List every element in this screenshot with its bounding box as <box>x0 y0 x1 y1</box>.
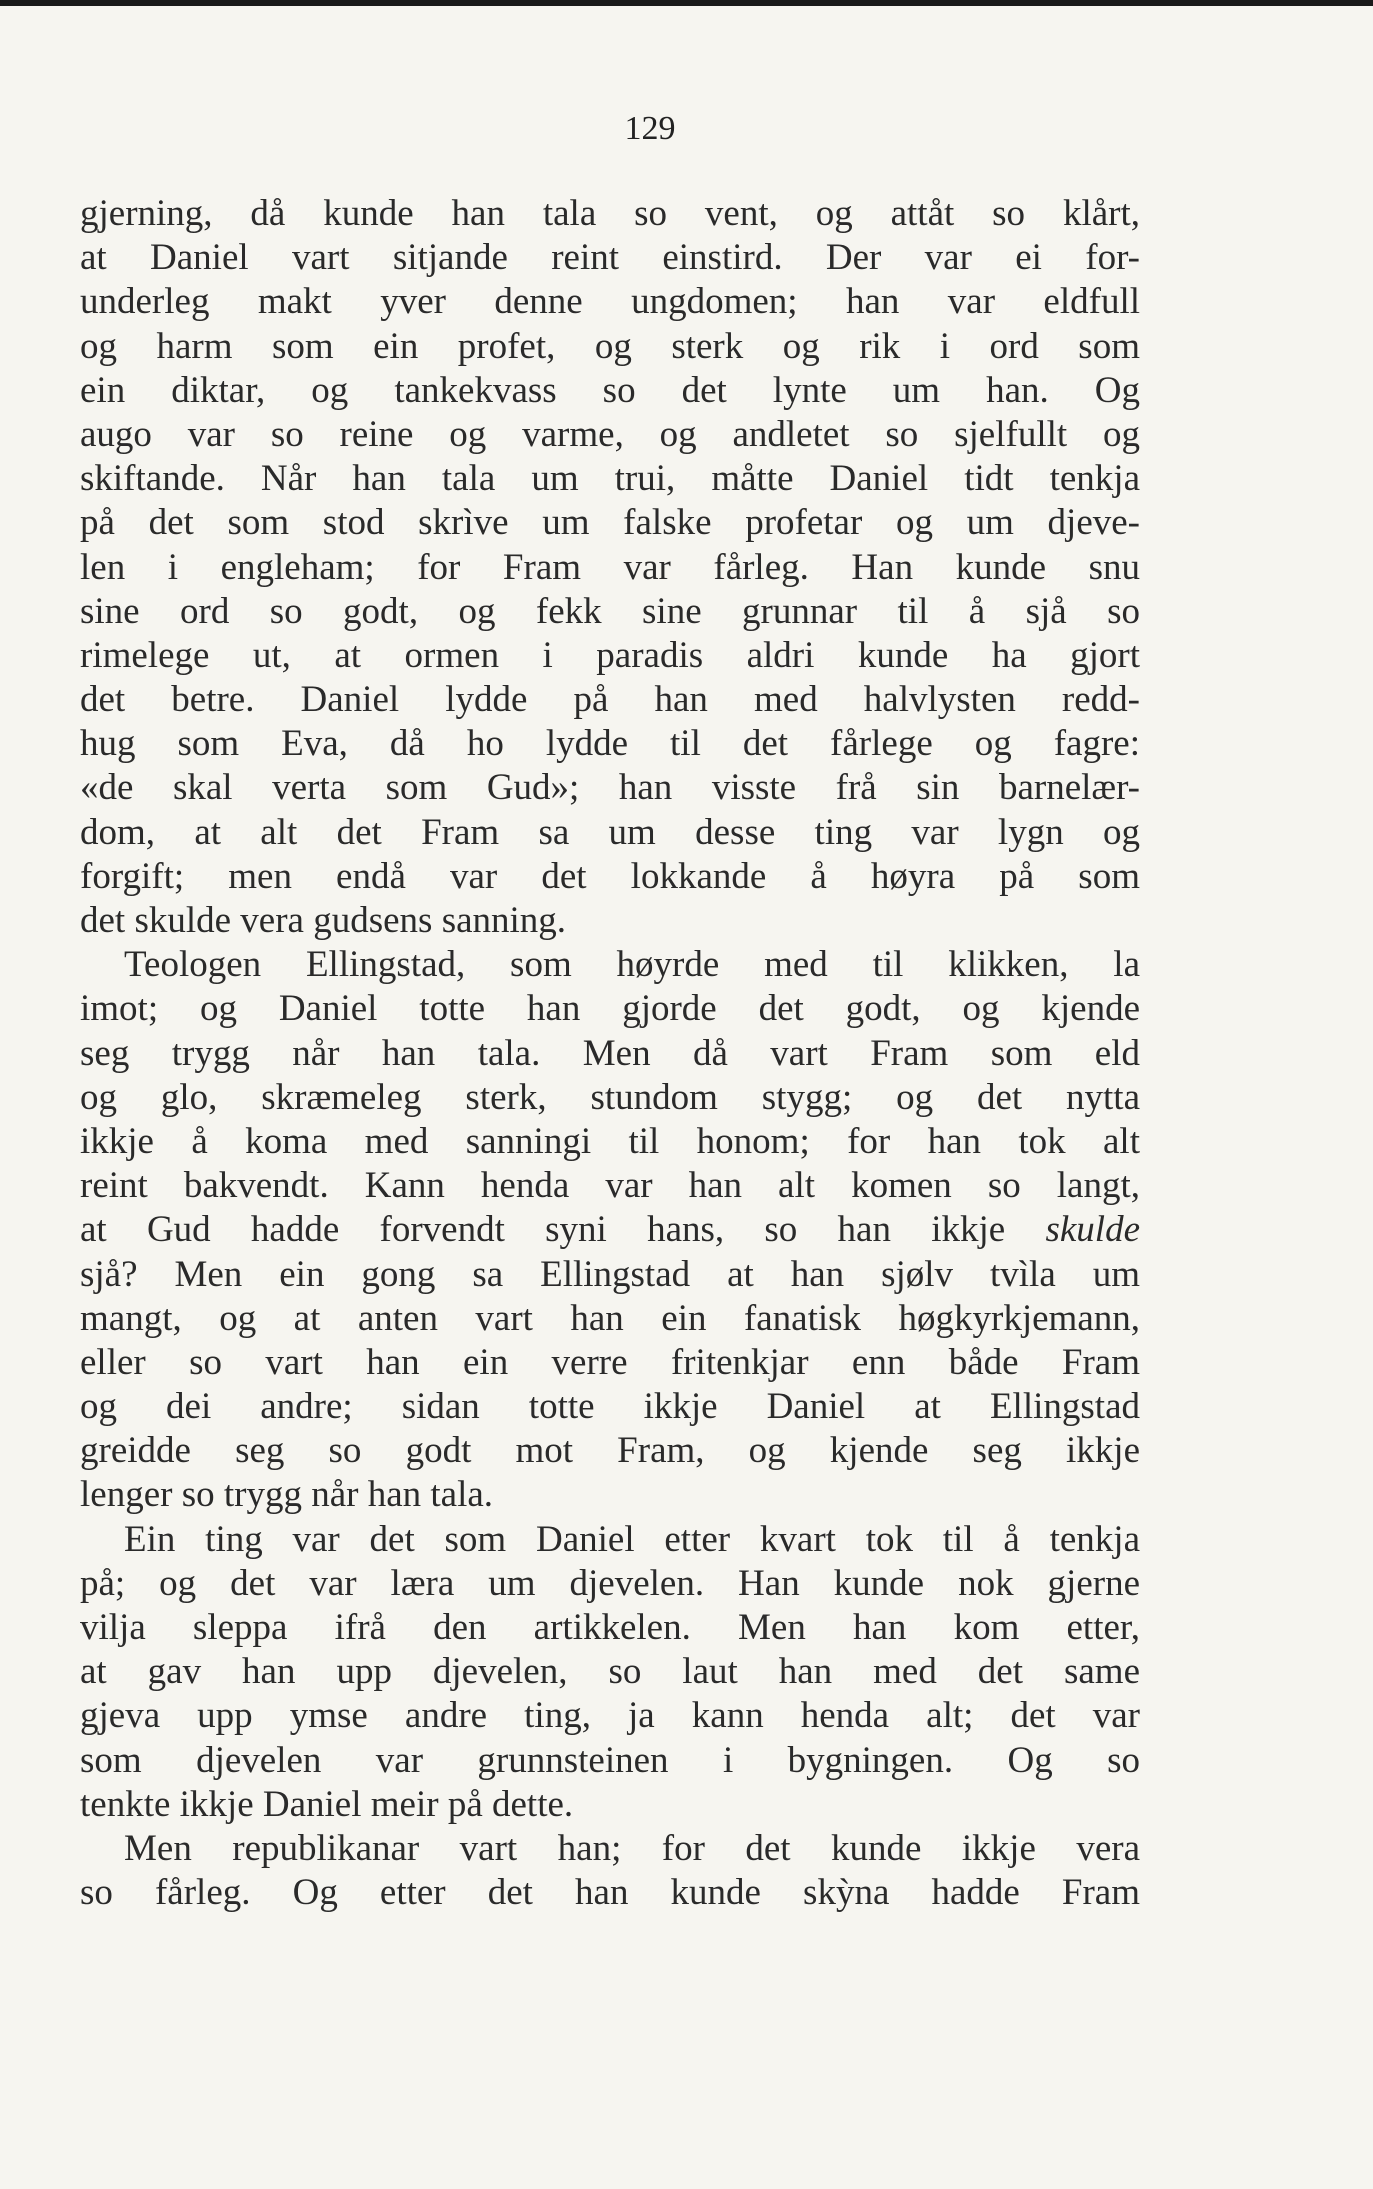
line-text: reint bakvendt. Kann henda var han alt komen so langt, <box>80 1165 1140 1207</box>
line-text: dom, at alt det Fram sa um desse ting var lygn og <box>80 811 1140 853</box>
text-line <box>80 766 1140 810</box>
text-line <box>80 192 1140 236</box>
text-line <box>80 899 1140 943</box>
line-text: det skulde vera gudsens sanning. <box>80 900 567 941</box>
line-text: som djevelen var grunnsteinen i bygningen. Og so <box>80 1739 1140 1781</box>
line-text: Teologen Ellingstad, som høyrde med til klikken, la <box>124 944 1140 986</box>
line-text: vilja sleppa ifrå den artikkelen. Men han kom etter, <box>80 1607 1140 1648</box>
line-text: på; og det var læra um djevelen. Han kunde nok gjerne <box>80 1562 1140 1604</box>
text-line <box>80 1827 1140 1871</box>
line-text: sjå? Men ein gong sa Ellingstad at han sjølv tvìla um <box>80 1253 1140 1295</box>
line-text: len i engleham; for Fram var fårleg. Han kunde snu <box>80 546 1140 588</box>
text-line <box>80 1120 1140 1164</box>
line-text: og harm som ein profet, og sterk og rik i ord som <box>80 325 1140 367</box>
line-text: og dei andre; sidan totte ikkje Daniel at Ellingstad <box>80 1386 1140 1428</box>
line-text: sine ord so godt, og fekk sine grunnar til å sjå so <box>80 590 1140 632</box>
line-text: so fårleg. Og etter det han kunde skỳna hadde Fram <box>80 1872 1140 1914</box>
text-line <box>80 1606 1140 1650</box>
text-line <box>80 1871 1140 1915</box>
text-line <box>80 1032 1140 1076</box>
text-line <box>80 325 1140 369</box>
emphasized-word: skulde <box>1045 1209 1141 1251</box>
line-text: på det som stod skrìve um falske profetar og um djeve- <box>80 502 1140 544</box>
text-line <box>80 1076 1140 1120</box>
text-line <box>80 943 1140 987</box>
text-line <box>80 280 1140 324</box>
line-text: at gav han upp djevelen, so laut han med det same <box>80 1651 1140 1693</box>
text-line <box>80 457 1140 501</box>
line-text: Men republikanar vart han; for det kunde ikkje vera <box>124 1827 1140 1869</box>
text-line <box>80 1341 1140 1385</box>
line-text: Ein ting var det som Daniel etter kvart tok til å tenkja <box>124 1518 1140 1560</box>
text-line <box>80 1473 1140 1517</box>
line-text: skiftande. Når han tala um trui, måtte Daniel tidt tenkja <box>80 458 1140 500</box>
line-text: hug som Eva, då ho lydde til det fårlege og fagre: <box>80 723 1140 765</box>
text-line <box>80 722 1140 766</box>
text-line <box>80 855 1140 899</box>
line-text: gjeva upp ymse andre ting, ja kann henda alt; det var <box>80 1695 1140 1737</box>
text-line <box>80 1253 1140 1297</box>
line-text: rimelege ut, at ormen i paradis aldri kunde ha gjort <box>80 634 1140 676</box>
line-text: gjerning, då kunde han tala so vent, og attåt so klårt, <box>80 193 1140 234</box>
line-text: at Gud hadde forvendt syni hans, so han ikkje <box>80 1209 1006 1251</box>
text-line <box>80 590 1140 634</box>
text-line <box>80 1783 1140 1827</box>
line-text: det betre. Daniel lydde på han med halvlysten redd- <box>80 679 1140 721</box>
line-text: ein diktar, og tankekvass so det lynte um han. Og <box>80 369 1140 411</box>
text-line <box>80 1164 1140 1208</box>
line-text: mangt, og at anten vart han ein fanatisk høgkyrkjemann, <box>80 1297 1140 1339</box>
text-line <box>80 678 1140 722</box>
line-text: lenger so trygg når han tala. <box>80 1474 494 1516</box>
text-line <box>80 1694 1140 1738</box>
text-line <box>80 1297 1140 1341</box>
line-text: «de skal verta som Gud»; han visste frå sin barnelær- <box>80 767 1140 809</box>
text-line <box>80 413 1140 457</box>
line-text: forgift; men endå var det lokkande å høyra på som <box>80 855 1140 897</box>
text-line <box>80 236 1140 280</box>
line-text: greidde seg so godt mot Fram, og kjende seg ikkje <box>80 1430 1140 1472</box>
text-line <box>80 1562 1140 1606</box>
text-line <box>80 501 1140 545</box>
line-text: augo var so reine og varme, og andletet so sjelfullt og <box>80 413 1140 455</box>
line-text: og glo, skræmeleg sterk, stundom stygg; og det nytta <box>80 1076 1140 1118</box>
text-line <box>80 1208 1140 1252</box>
text-line <box>80 1739 1140 1783</box>
line-text: imot; og Daniel totte han gjorde det godt, og kjende <box>80 988 1140 1030</box>
text-line <box>80 1518 1140 1562</box>
text-line <box>80 1429 1140 1473</box>
text-line <box>80 634 1140 678</box>
line-text: at Daniel vart sitjande reint einstird. Der var ei for- <box>80 237 1140 279</box>
line-text: underleg makt yver denne ungdomen; han var eldfull <box>80 281 1140 323</box>
line-text: ikkje å koma med sanningi til honom; for han tok alt <box>80 1120 1140 1162</box>
text-line <box>80 811 1140 855</box>
line-text: tenkte ikkje Daniel meir på dette. <box>80 1783 574 1825</box>
text-line <box>80 1650 1140 1694</box>
text-line <box>80 987 1140 1031</box>
body-text <box>80 192 1140 1915</box>
text-line <box>80 546 1140 590</box>
text-line <box>80 369 1140 413</box>
text-line <box>80 1385 1140 1429</box>
page-number: 129 <box>624 110 676 147</box>
line-text: eller so vart han ein verre fritenkjar enn både Fram <box>80 1341 1140 1383</box>
line-text: seg trygg når han tala. Men då vart Fram som eld <box>80 1032 1140 1074</box>
